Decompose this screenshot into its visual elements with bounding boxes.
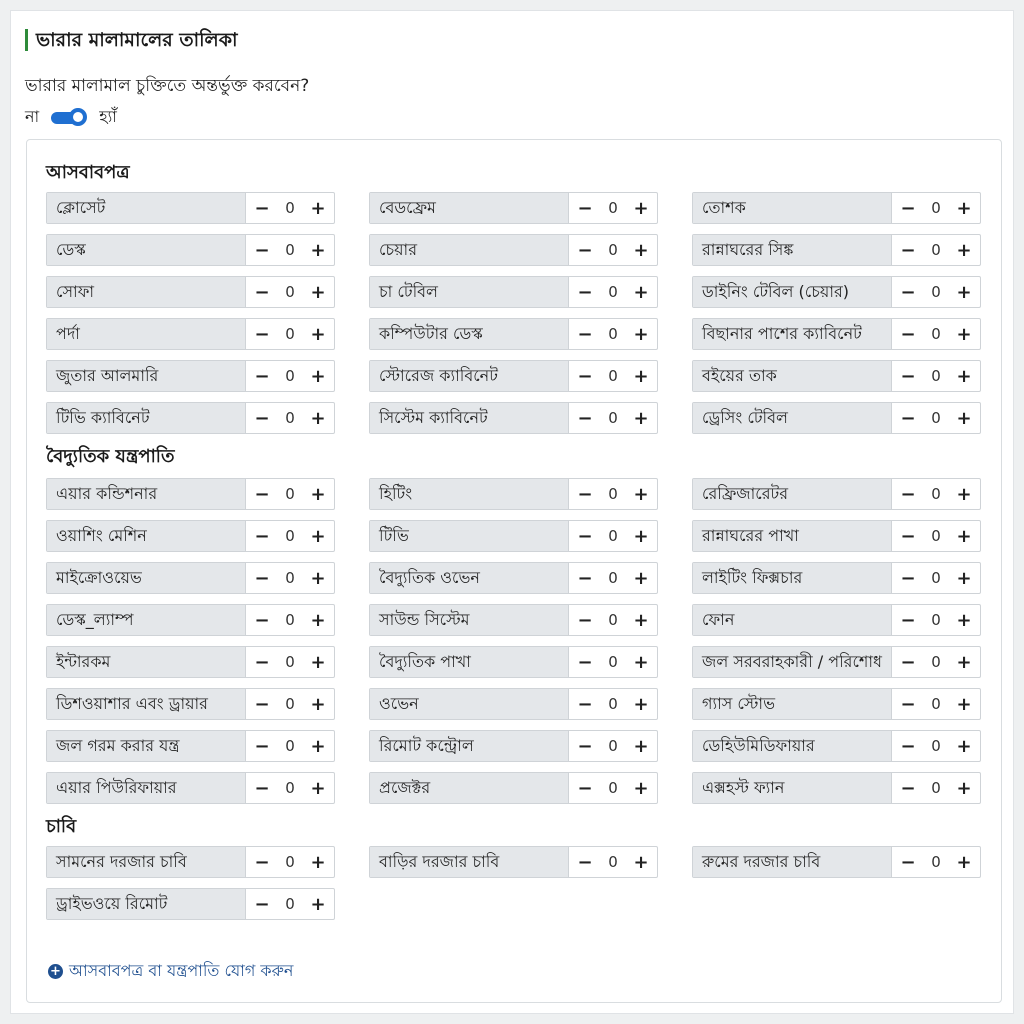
plus-button[interactable]: + bbox=[633, 483, 649, 505]
inventory-item bbox=[369, 846, 658, 878]
quantity-stepper bbox=[246, 605, 334, 635]
quantity-value: 0 bbox=[285, 611, 295, 629]
inventory-item bbox=[46, 520, 335, 552]
inventory-item bbox=[369, 772, 658, 804]
quantity-value: 0 bbox=[285, 367, 295, 385]
minus-button[interactable]: − bbox=[900, 197, 916, 219]
plus-button[interactable]: + bbox=[310, 407, 326, 429]
quantity-value: 0 bbox=[931, 325, 941, 343]
quantity-value: 0 bbox=[931, 611, 941, 629]
quantity-value: 0 bbox=[608, 853, 618, 871]
inventory-item bbox=[46, 888, 335, 920]
minus-button[interactable]: − bbox=[577, 239, 593, 261]
quantity-value: 0 bbox=[608, 485, 618, 503]
quantity-stepper bbox=[569, 605, 657, 635]
inventory-item bbox=[692, 360, 981, 392]
plus-button[interactable]: + bbox=[956, 281, 972, 303]
inventory-item bbox=[369, 604, 658, 636]
minus-button[interactable]: − bbox=[254, 851, 270, 873]
inventory-item bbox=[46, 562, 335, 594]
quantity-stepper bbox=[569, 689, 657, 719]
item-label: ডাইনিং টেবিল (চেয়ার) bbox=[693, 277, 892, 307]
minus-button[interactable]: − bbox=[577, 651, 593, 673]
quantity-stepper bbox=[892, 647, 980, 677]
include-toggle-switch[interactable] bbox=[49, 107, 89, 127]
quantity-value: 0 bbox=[931, 853, 941, 871]
toggle-yes-label: হ্যাঁ bbox=[99, 106, 117, 126]
item-label: বাড়ির দরজার চাবি bbox=[370, 847, 569, 877]
quantity-stepper bbox=[569, 479, 657, 509]
minus-button[interactable]: − bbox=[577, 735, 593, 757]
inventory-item bbox=[46, 846, 335, 878]
item-label: এয়ার কন্ডিশনার bbox=[47, 479, 246, 509]
item-label: রেফ্রিজারেটর bbox=[693, 479, 892, 509]
minus-button[interactable]: − bbox=[900, 651, 916, 673]
inventory-item bbox=[692, 276, 981, 308]
quantity-value: 0 bbox=[285, 895, 295, 913]
inventory-item bbox=[692, 772, 981, 804]
inventory-item bbox=[46, 234, 335, 266]
quantity-stepper bbox=[246, 847, 334, 877]
quantity-stepper bbox=[569, 521, 657, 551]
quantity-value: 0 bbox=[931, 695, 941, 713]
quantity-stepper bbox=[246, 319, 334, 349]
minus-button[interactable]: − bbox=[900, 735, 916, 757]
item-label: কম্পিউটার ডেস্ক bbox=[370, 319, 569, 349]
item-label: পর্দা bbox=[47, 319, 246, 349]
item-label: এক্সহস্ট ফ্যান bbox=[693, 773, 892, 803]
inventory-item bbox=[692, 234, 981, 266]
plus-button[interactable]: + bbox=[956, 239, 972, 261]
item-label: চা টেবিল bbox=[370, 277, 569, 307]
plus-button[interactable]: + bbox=[633, 525, 649, 547]
plus-button[interactable]: + bbox=[310, 525, 326, 547]
item-label: হিটিং bbox=[370, 479, 569, 509]
inventory-item bbox=[692, 646, 981, 678]
plus-button[interactable]: + bbox=[956, 777, 972, 799]
quantity-value: 0 bbox=[608, 569, 618, 587]
inventory-item bbox=[46, 688, 335, 720]
quantity-stepper bbox=[569, 773, 657, 803]
item-label: প্রজেক্টর bbox=[370, 773, 569, 803]
minus-button[interactable]: − bbox=[254, 693, 270, 715]
quantity-stepper bbox=[569, 319, 657, 349]
item-label: সিস্টেম ক্যাবিনেট bbox=[370, 403, 569, 433]
quantity-stepper bbox=[246, 889, 334, 919]
item-label: টিভি ক্যাবিনেট bbox=[47, 403, 246, 433]
quantity-value: 0 bbox=[608, 779, 618, 797]
quantity-value: 0 bbox=[608, 409, 618, 427]
quantity-stepper bbox=[569, 193, 657, 223]
minus-button[interactable]: − bbox=[577, 693, 593, 715]
minus-button[interactable]: − bbox=[254, 777, 270, 799]
plus-button[interactable]: + bbox=[633, 693, 649, 715]
minus-button[interactable]: − bbox=[577, 407, 593, 429]
inventory-item bbox=[692, 478, 981, 510]
item-label: রুমের দরজার চাবি bbox=[693, 847, 892, 877]
inventory-item bbox=[46, 604, 335, 636]
plus-button[interactable]: + bbox=[310, 483, 326, 505]
item-label: বেডফ্রেম bbox=[370, 193, 569, 223]
minus-button[interactable]: − bbox=[254, 239, 270, 261]
item-label: চেয়ার bbox=[370, 235, 569, 265]
item-label: রান্নাঘরের সিঙ্ক bbox=[693, 235, 892, 265]
minus-button[interactable]: − bbox=[254, 483, 270, 505]
quantity-value: 0 bbox=[285, 283, 295, 301]
quantity-stepper bbox=[892, 689, 980, 719]
inventory-item bbox=[692, 730, 981, 762]
quantity-value: 0 bbox=[931, 241, 941, 259]
plus-button[interactable]: + bbox=[956, 365, 972, 387]
quantity-stepper bbox=[892, 847, 980, 877]
quantity-stepper bbox=[892, 193, 980, 223]
item-label: বিছানার পাশের ক্যাবিনেট bbox=[693, 319, 892, 349]
minus-button[interactable]: − bbox=[254, 365, 270, 387]
inventory-item bbox=[369, 402, 658, 434]
plus-button[interactable]: + bbox=[310, 735, 326, 757]
quantity-value: 0 bbox=[285, 737, 295, 755]
minus-button[interactable]: − bbox=[254, 609, 270, 631]
quantity-stepper bbox=[569, 277, 657, 307]
quantity-value: 0 bbox=[931, 737, 941, 755]
quantity-value: 0 bbox=[931, 485, 941, 503]
minus-button[interactable]: − bbox=[254, 651, 270, 673]
inventory-item bbox=[369, 192, 658, 224]
quantity-value: 0 bbox=[285, 199, 295, 217]
item-label: ডেস্ক bbox=[47, 235, 246, 265]
item-label: ক্লোসেট bbox=[47, 193, 246, 223]
inventory-item bbox=[692, 846, 981, 878]
plus-button[interactable]: + bbox=[310, 651, 326, 673]
item-label: ওয়াশিং মেশিন bbox=[47, 521, 246, 551]
quantity-stepper bbox=[246, 479, 334, 509]
inventory-item bbox=[46, 772, 335, 804]
add-item-label: আসবাবপত্র বা যন্ত্রপাতি যোগ করুন bbox=[69, 961, 294, 980]
quantity-value: 0 bbox=[931, 569, 941, 587]
inventory-page bbox=[10, 10, 1014, 1014]
minus-button[interactable]: − bbox=[254, 197, 270, 219]
minus-button[interactable]: − bbox=[577, 197, 593, 219]
quantity-value: 0 bbox=[285, 527, 295, 545]
item-label: গ্যাস স্টোভ bbox=[693, 689, 892, 719]
minus-button[interactable]: − bbox=[577, 323, 593, 345]
plus-button[interactable]: + bbox=[633, 323, 649, 345]
item-label: ড্রেসিং টেবিল bbox=[693, 403, 892, 433]
inventory-item bbox=[692, 604, 981, 636]
quantity-stepper bbox=[246, 689, 334, 719]
quantity-value: 0 bbox=[285, 569, 295, 587]
inventory-item bbox=[46, 646, 335, 678]
minus-button[interactable]: − bbox=[900, 851, 916, 873]
plus-button[interactable]: + bbox=[956, 323, 972, 345]
plus-button[interactable]: + bbox=[633, 609, 649, 631]
inventory-item bbox=[46, 730, 335, 762]
section-title-furniture: আসবাবপত্র bbox=[46, 162, 130, 183]
plus-button[interactable]: + bbox=[310, 323, 326, 345]
include-question: ভারার মালামাল চুক্তিতে অন্তর্ভুক্ত করবেন? bbox=[25, 76, 310, 96]
minus-button[interactable]: − bbox=[900, 323, 916, 345]
inventory-item bbox=[369, 562, 658, 594]
plus-button[interactable]: + bbox=[956, 525, 972, 547]
plus-button[interactable]: + bbox=[956, 609, 972, 631]
quantity-value: 0 bbox=[931, 283, 941, 301]
quantity-stepper bbox=[569, 235, 657, 265]
keys-grid bbox=[46, 846, 981, 920]
quantity-stepper bbox=[569, 731, 657, 761]
item-label: লাইটিং ফিক্সচার bbox=[693, 563, 892, 593]
plus-button[interactable]: + bbox=[956, 483, 972, 505]
quantity-stepper bbox=[892, 605, 980, 635]
inventory-item bbox=[369, 730, 658, 762]
quantity-value: 0 bbox=[285, 695, 295, 713]
inventory-item bbox=[692, 192, 981, 224]
quantity-stepper bbox=[892, 277, 980, 307]
item-label: জল সরবরাহকারী / পরিশোধ bbox=[693, 647, 892, 677]
page-title-text: ভারার মালামালের তালিকা bbox=[36, 29, 238, 51]
quantity-value: 0 bbox=[285, 653, 295, 671]
item-label: জুতার আলমারি bbox=[47, 361, 246, 391]
item-label: জল গরম করার যন্ত্র bbox=[47, 731, 246, 761]
plus-button[interactable]: + bbox=[633, 851, 649, 873]
quantity-value: 0 bbox=[285, 241, 295, 259]
inventory-item bbox=[369, 688, 658, 720]
quantity-stepper bbox=[246, 773, 334, 803]
minus-button[interactable]: − bbox=[900, 407, 916, 429]
inventory-item bbox=[369, 646, 658, 678]
quantity-stepper bbox=[892, 403, 980, 433]
quantity-stepper bbox=[569, 847, 657, 877]
plus-button[interactable]: + bbox=[633, 365, 649, 387]
item-label: টিভি bbox=[370, 521, 569, 551]
quantity-value: 0 bbox=[285, 325, 295, 343]
quantity-value: 0 bbox=[608, 367, 618, 385]
add-circle-icon: + bbox=[48, 964, 63, 979]
item-label: সামনের দরজার চাবি bbox=[47, 847, 246, 877]
item-label: বৈদ্যুতিক ওভেন bbox=[370, 563, 569, 593]
plus-button[interactable]: + bbox=[633, 735, 649, 757]
inventory-item bbox=[692, 562, 981, 594]
minus-button[interactable]: − bbox=[900, 609, 916, 631]
inventory-item bbox=[692, 402, 981, 434]
quantity-stepper bbox=[569, 563, 657, 593]
quantity-stepper bbox=[892, 361, 980, 391]
quantity-stepper bbox=[246, 361, 334, 391]
plus-button[interactable]: + bbox=[310, 239, 326, 261]
plus-button[interactable]: + bbox=[633, 239, 649, 261]
page-title bbox=[25, 29, 238, 51]
quantity-value: 0 bbox=[931, 779, 941, 797]
minus-button[interactable]: − bbox=[577, 851, 593, 873]
items-panel bbox=[26, 139, 1002, 1003]
item-label: ডেহিউমিডিফায়ার bbox=[693, 731, 892, 761]
minus-button[interactable]: − bbox=[577, 365, 593, 387]
minus-button[interactable]: − bbox=[900, 693, 916, 715]
quantity-value: 0 bbox=[931, 653, 941, 671]
minus-button[interactable]: − bbox=[577, 609, 593, 631]
plus-button[interactable]: + bbox=[633, 567, 649, 589]
quantity-stepper bbox=[246, 731, 334, 761]
item-label: সাউন্ড সিস্টেম bbox=[370, 605, 569, 635]
minus-button[interactable]: − bbox=[577, 777, 593, 799]
quantity-value: 0 bbox=[931, 199, 941, 217]
inventory-item bbox=[46, 318, 335, 350]
plus-button[interactable]: + bbox=[956, 851, 972, 873]
inventory-item bbox=[692, 318, 981, 350]
plus-button[interactable]: + bbox=[956, 735, 972, 757]
plus-button[interactable]: + bbox=[956, 197, 972, 219]
item-label: স্টোরেজ ক্যাবিনেট bbox=[370, 361, 569, 391]
quantity-stepper bbox=[246, 277, 334, 307]
inventory-item bbox=[369, 478, 658, 510]
inventory-item bbox=[369, 234, 658, 266]
quantity-value: 0 bbox=[608, 199, 618, 217]
plus-button[interactable]: + bbox=[633, 407, 649, 429]
minus-button[interactable]: − bbox=[254, 281, 270, 303]
plus-button[interactable]: + bbox=[310, 609, 326, 631]
item-label: বৈদ্যুতিক পাখা bbox=[370, 647, 569, 677]
include-toggle-row bbox=[25, 105, 117, 129]
inventory-item bbox=[369, 276, 658, 308]
minus-button[interactable]: − bbox=[254, 735, 270, 757]
quantity-stepper bbox=[569, 403, 657, 433]
minus-button[interactable]: − bbox=[254, 567, 270, 589]
inventory-item bbox=[46, 192, 335, 224]
plus-button[interactable]: + bbox=[310, 893, 326, 915]
toggle-no-label: না bbox=[25, 106, 40, 126]
minus-button[interactable]: − bbox=[254, 525, 270, 547]
item-label: এয়ার পিউরিফায়ার bbox=[47, 773, 246, 803]
quantity-value: 0 bbox=[285, 853, 295, 871]
appliances-grid bbox=[46, 478, 981, 804]
quantity-value: 0 bbox=[608, 241, 618, 259]
minus-button[interactable]: − bbox=[900, 281, 916, 303]
minus-button[interactable]: − bbox=[900, 365, 916, 387]
minus-button[interactable]: − bbox=[254, 323, 270, 345]
quantity-value: 0 bbox=[608, 283, 618, 301]
minus-button[interactable]: − bbox=[900, 777, 916, 799]
plus-button[interactable]: + bbox=[956, 651, 972, 673]
toggle-knob bbox=[69, 108, 87, 126]
plus-button[interactable]: + bbox=[633, 777, 649, 799]
quantity-value: 0 bbox=[285, 779, 295, 797]
inventory-item bbox=[692, 520, 981, 552]
section-title-keys: চাবি bbox=[46, 816, 77, 837]
plus-button[interactable]: + bbox=[310, 197, 326, 219]
minus-button[interactable]: − bbox=[900, 567, 916, 589]
inventory-item bbox=[46, 360, 335, 392]
plus-button[interactable]: + bbox=[956, 567, 972, 589]
quantity-stepper bbox=[246, 563, 334, 593]
quantity-value: 0 bbox=[285, 409, 295, 427]
minus-button[interactable]: − bbox=[900, 483, 916, 505]
minus-button[interactable]: − bbox=[254, 407, 270, 429]
item-label: ওভেন bbox=[370, 689, 569, 719]
quantity-value: 0 bbox=[608, 611, 618, 629]
inventory-item bbox=[46, 402, 335, 434]
minus-button[interactable]: − bbox=[577, 483, 593, 505]
plus-button[interactable]: + bbox=[633, 197, 649, 219]
item-label: বইয়ের তাক bbox=[693, 361, 892, 391]
minus-button[interactable]: − bbox=[577, 525, 593, 547]
plus-button[interactable]: + bbox=[310, 777, 326, 799]
quantity-value: 0 bbox=[931, 527, 941, 545]
plus-button[interactable]: + bbox=[310, 365, 326, 387]
quantity-value: 0 bbox=[608, 653, 618, 671]
item-label: ডিশওয়াশার এবং ড্রায়ার bbox=[47, 689, 246, 719]
quantity-value: 0 bbox=[608, 695, 618, 713]
item-label: ফোন bbox=[693, 605, 892, 635]
minus-button[interactable]: − bbox=[900, 239, 916, 261]
minus-button[interactable]: − bbox=[577, 567, 593, 589]
inventory-item bbox=[369, 520, 658, 552]
quantity-stepper bbox=[569, 647, 657, 677]
quantity-stepper bbox=[246, 647, 334, 677]
item-label: সোফা bbox=[47, 277, 246, 307]
plus-button[interactable]: + bbox=[956, 407, 972, 429]
item-label: ডেস্ক_ল্যাম্প bbox=[47, 605, 246, 635]
quantity-stepper bbox=[246, 235, 334, 265]
quantity-stepper bbox=[892, 235, 980, 265]
quantity-stepper bbox=[892, 731, 980, 761]
plus-button[interactable]: + bbox=[956, 693, 972, 715]
section-title-appliances: বৈদ্যুতিক যন্ত্রপাতি bbox=[46, 446, 175, 467]
quantity-value: 0 bbox=[285, 485, 295, 503]
item-label: ইন্টারকম bbox=[47, 647, 246, 677]
plus-button[interactable]: + bbox=[633, 281, 649, 303]
quantity-stepper bbox=[246, 193, 334, 223]
quantity-stepper bbox=[892, 521, 980, 551]
quantity-value: 0 bbox=[931, 367, 941, 385]
inventory-item bbox=[369, 360, 658, 392]
quantity-stepper bbox=[892, 563, 980, 593]
quantity-value: 0 bbox=[608, 527, 618, 545]
item-label: ড্রাইভওয়ে রিমোট bbox=[47, 889, 246, 919]
inventory-item bbox=[46, 478, 335, 510]
plus-button[interactable]: + bbox=[310, 281, 326, 303]
item-label: রান্নাঘরের পাখা bbox=[693, 521, 892, 551]
item-label: তোশক bbox=[693, 193, 892, 223]
plus-button[interactable]: + bbox=[310, 851, 326, 873]
quantity-stepper bbox=[246, 521, 334, 551]
quantity-stepper bbox=[892, 773, 980, 803]
quantity-stepper bbox=[246, 403, 334, 433]
inventory-item bbox=[46, 276, 335, 308]
minus-button[interactable]: − bbox=[254, 893, 270, 915]
quantity-stepper bbox=[892, 319, 980, 349]
quantity-stepper bbox=[569, 361, 657, 391]
quantity-stepper bbox=[892, 479, 980, 509]
item-label: মাইক্রোওয়েভ bbox=[47, 563, 246, 593]
plus-button[interactable]: + bbox=[310, 693, 326, 715]
plus-button[interactable]: + bbox=[633, 651, 649, 673]
minus-button[interactable]: − bbox=[900, 525, 916, 547]
quantity-value: 0 bbox=[608, 737, 618, 755]
furniture-grid bbox=[46, 192, 981, 434]
quantity-value: 0 bbox=[608, 325, 618, 343]
add-item-link[interactable] bbox=[48, 958, 293, 985]
plus-button[interactable]: + bbox=[310, 567, 326, 589]
item-label: রিমোট কন্ট্রোল bbox=[370, 731, 569, 761]
inventory-item bbox=[692, 688, 981, 720]
quantity-value: 0 bbox=[931, 409, 941, 427]
inventory-item bbox=[369, 318, 658, 350]
minus-button[interactable]: − bbox=[577, 281, 593, 303]
